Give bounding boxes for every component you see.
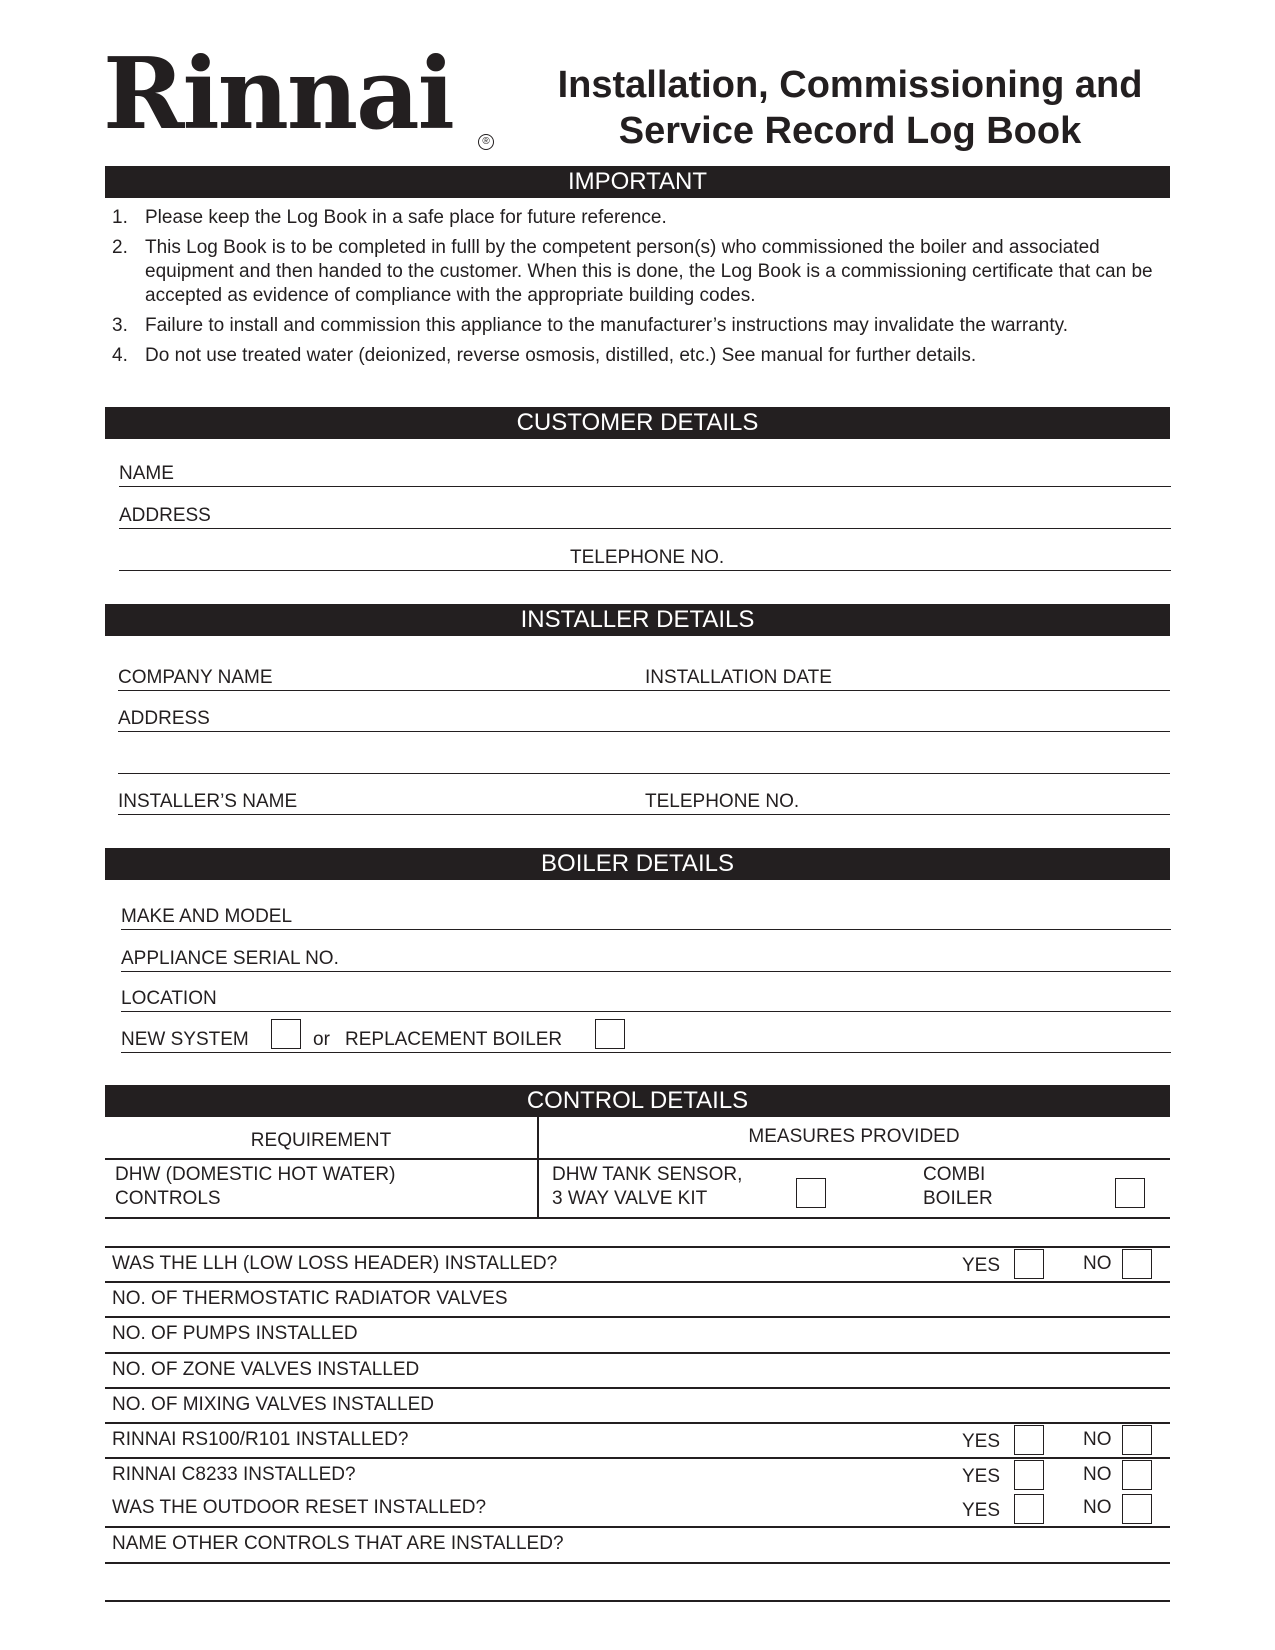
installer-telephone-label: TELEPHONE NO. bbox=[645, 791, 800, 812]
dhw-tank-sensor-option: DHW TANK SENSOR, 3 WAY VALVE KIT bbox=[552, 1164, 743, 1209]
zone-valves-count-question: NO. OF ZONE VALVES INSTALLED bbox=[112, 1359, 420, 1380]
serial-number-field[interactable] bbox=[121, 945, 1171, 972]
pumps-count-question: NO. OF PUMPS INSTALLED bbox=[112, 1323, 358, 1344]
divider bbox=[105, 1562, 1170, 1564]
important-list bbox=[112, 206, 1172, 374]
serial-number-label: APPLIANCE SERIAL NO. bbox=[121, 948, 339, 969]
trv-count-question: NO. OF THERMOSTATIC RADIATOR VALVES bbox=[112, 1288, 508, 1309]
divider bbox=[105, 1422, 1170, 1424]
c8233-yes-checkbox[interactable] bbox=[1014, 1460, 1044, 1490]
installer-telephone-field[interactable] bbox=[645, 788, 1170, 815]
company-name-field[interactable] bbox=[118, 664, 645, 691]
dhw-requirement: DHW (DOMESTIC HOT WATER) CONTROLS bbox=[115, 1164, 396, 1209]
outdoor-reset-yes-checkbox[interactable] bbox=[1014, 1494, 1044, 1524]
customer-address-label: ADDRESS bbox=[119, 505, 211, 526]
company-name-label: COMPANY NAME bbox=[118, 667, 273, 688]
customer-name-label: NAME bbox=[119, 463, 174, 484]
yes-label: YES bbox=[962, 1255, 1001, 1276]
important-item: 4. Do not use treated water (deionized, reverse osmosis, distilled, etc.) See manual for further details. bbox=[112, 345, 977, 366]
divider bbox=[105, 1217, 1170, 1219]
document-title bbox=[545, 62, 1155, 154]
rs100-yes-checkbox[interactable] bbox=[1014, 1425, 1044, 1455]
no-label: NO bbox=[1083, 1253, 1112, 1274]
location-field[interactable] bbox=[121, 985, 1171, 1012]
no-label: NO bbox=[1083, 1429, 1112, 1450]
no-label: NO bbox=[1083, 1464, 1112, 1485]
outdoor-reset-question: WAS THE OUTDOOR RESET INSTALLED? bbox=[112, 1497, 487, 1518]
llh-no-checkbox[interactable] bbox=[1122, 1249, 1152, 1279]
make-model-label: MAKE AND MODEL bbox=[121, 906, 293, 927]
llh-yes-checkbox[interactable] bbox=[1014, 1249, 1044, 1279]
c8233-no-checkbox[interactable] bbox=[1122, 1460, 1152, 1490]
installer-address-field[interactable] bbox=[118, 705, 1170, 732]
rs100-no-checkbox[interactable] bbox=[1122, 1425, 1152, 1455]
divider bbox=[105, 1526, 1170, 1528]
installer-name-label: INSTALLER’S NAME bbox=[118, 791, 298, 812]
location-label: LOCATION bbox=[121, 988, 217, 1009]
combi-boiler-checkbox[interactable] bbox=[1115, 1178, 1145, 1208]
rs100-installed-question: RINNAI RS100/R101 INSTALLED? bbox=[112, 1429, 409, 1450]
important-item: 2. This Log Book is to be completed in fulll by the competent person(s) who commissioned the boiler and associated equipment and then handed to the customer. When this is done, the Log Book is a commissioning certificate that can be accepted as evidence of compliance with the appropriate building codes. bbox=[112, 237, 1153, 306]
installation-date-label: INSTALLATION DATE bbox=[645, 667, 832, 688]
control-details-heading: CONTROL DETAILS bbox=[105, 1085, 1170, 1117]
important-item: 1. Please keep the Log Book in a safe place for future reference. bbox=[112, 207, 667, 228]
other-controls-answer-line[interactable] bbox=[105, 1600, 1170, 1602]
yes-label: YES bbox=[962, 1431, 1001, 1452]
replacement-boiler-checkbox[interactable] bbox=[595, 1019, 625, 1049]
customer-details-heading: CUSTOMER DETAILS bbox=[105, 407, 1170, 439]
yes-label: YES bbox=[962, 1466, 1001, 1487]
c8233-installed-question: RINNAI C8233 INSTALLED? bbox=[112, 1464, 356, 1485]
replacement-boiler-label: REPLACEMENT BOILER bbox=[345, 1029, 563, 1050]
installer-address-label: ADDRESS bbox=[118, 708, 210, 729]
divider bbox=[105, 1316, 1170, 1318]
important-heading: IMPORTANT bbox=[105, 166, 1170, 198]
rinnai-logo: Rinnai bbox=[103, 37, 453, 152]
yes-label: YES bbox=[962, 1500, 1001, 1521]
mixing-valves-count-question: NO. OF MIXING VALVES INSTALLED bbox=[112, 1394, 435, 1415]
make-model-field[interactable] bbox=[121, 903, 1171, 930]
combi-boiler-option: COMBI BOILER bbox=[923, 1164, 993, 1209]
other-controls-question: NAME OTHER CONTROLS THAT ARE INSTALLED? bbox=[112, 1533, 564, 1554]
customer-telephone-field[interactable] bbox=[119, 544, 1171, 571]
divider bbox=[105, 1387, 1170, 1389]
installer-details-heading: INSTALLER DETAILS bbox=[105, 604, 1170, 636]
requirement-column-header: REQUIREMENT bbox=[250, 1130, 392, 1151]
divider bbox=[105, 1457, 1170, 1459]
measures-column-header: MEASURES PROVIDED bbox=[748, 1126, 960, 1147]
customer-telephone-label: TELEPHONE NO. bbox=[570, 547, 725, 568]
installer-name-field[interactable] bbox=[118, 788, 645, 815]
installer-address-line-2[interactable] bbox=[118, 747, 1170, 774]
outdoor-reset-no-checkbox[interactable] bbox=[1122, 1494, 1152, 1524]
divider bbox=[105, 1246, 1170, 1248]
important-item: 3. Failure to install and commission this appliance to the manufacturer’s instructions may invalidate the warranty. bbox=[112, 315, 1068, 336]
divider bbox=[105, 1158, 1170, 1160]
title-line-2: Service Record Log Book bbox=[618, 110, 1082, 152]
customer-address-field[interactable] bbox=[119, 502, 1171, 529]
new-system-checkbox[interactable] bbox=[271, 1019, 301, 1049]
llh-installed-question: WAS THE LLH (LOW LOSS HEADER) INSTALLED? bbox=[112, 1253, 558, 1274]
customer-name-field[interactable] bbox=[119, 460, 1171, 487]
divider bbox=[105, 1352, 1170, 1354]
registered-mark: ® bbox=[478, 134, 494, 150]
new-system-label: NEW SYSTEM bbox=[121, 1029, 249, 1050]
no-label: NO bbox=[1083, 1497, 1112, 1518]
dhw-tank-sensor-checkbox[interactable] bbox=[796, 1178, 826, 1208]
divider bbox=[105, 1281, 1170, 1283]
title-line-1: Installation, Commissioning and bbox=[557, 64, 1143, 106]
installation-date-field[interactable] bbox=[645, 664, 1170, 691]
boiler-details-heading: BOILER DETAILS bbox=[105, 848, 1170, 880]
or-label: or bbox=[313, 1029, 330, 1050]
